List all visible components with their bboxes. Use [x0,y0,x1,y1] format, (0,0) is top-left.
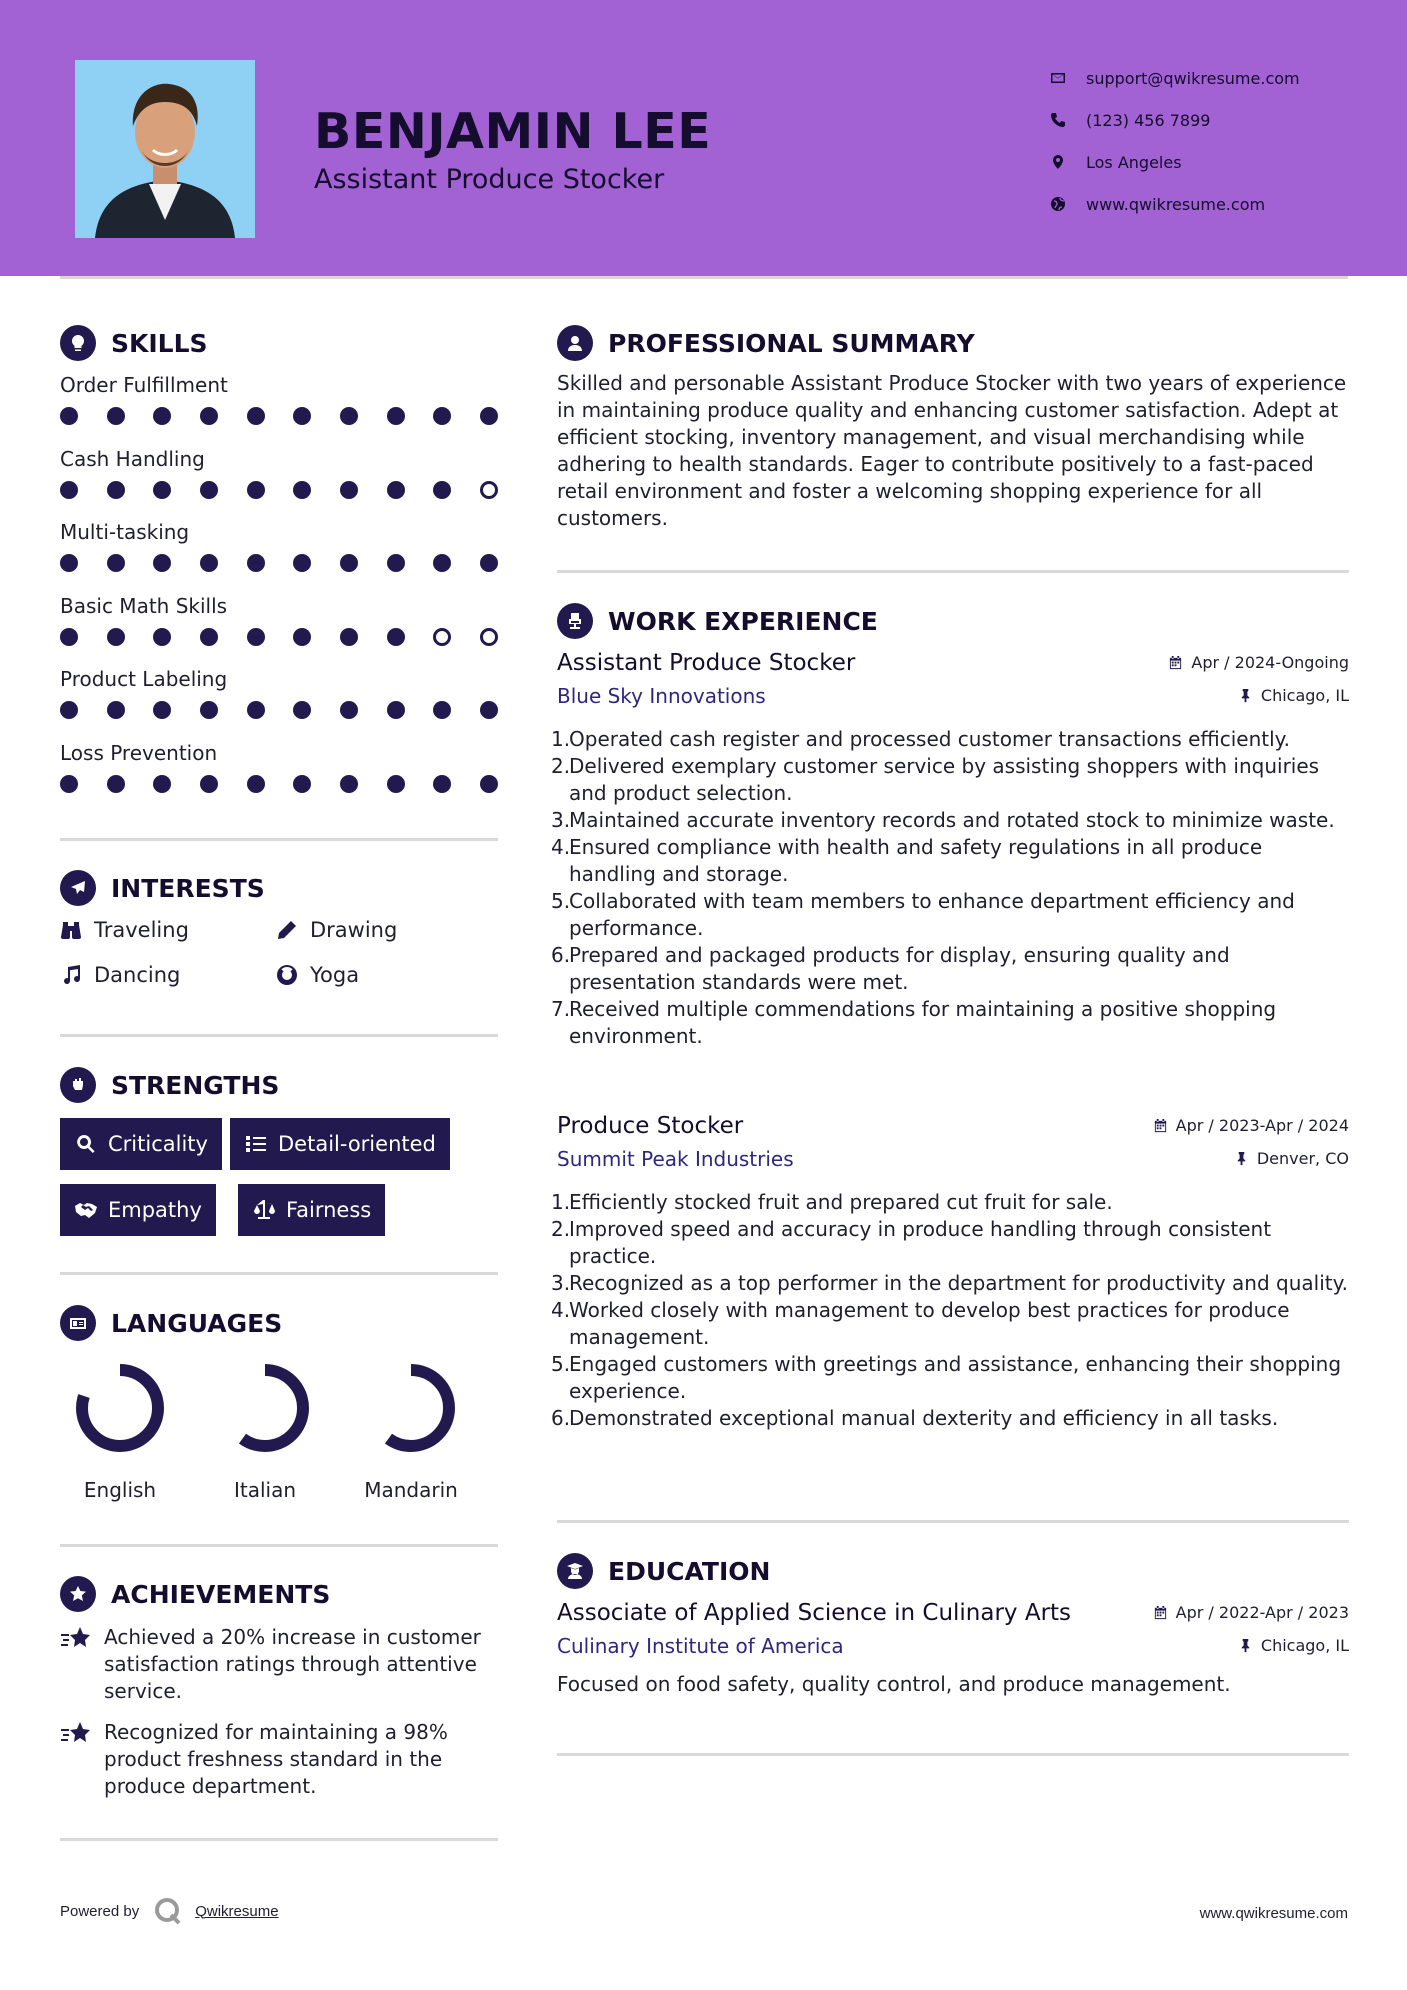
section-divider [60,838,498,841]
bullet-text: Prepared and packaged products for display, ensuring quality and presentation standards were met. [569,943,1230,994]
bullet-number: 6. [551,1406,571,1430]
skill-name: Basic Math Skills [60,593,228,618]
calendar-icon [1153,1118,1168,1133]
rating-dot-filled [107,628,125,646]
bullet-number: 5. [551,1352,571,1376]
job-bullet [551,1270,1349,1297]
footer-website[interactable]: www.qwikresume.com [1199,1905,1348,1922]
rating-dot-filled [60,628,78,646]
bullet-number: 4. [551,1298,571,1322]
job-role: Assistant Produce Stocker [557,650,856,676]
bullet-number: 1. [551,727,571,751]
language-level-ring [70,1358,170,1458]
education-degree: Associate of Applied Science in Culinary Arts [557,1600,1072,1626]
bullet-text: Improved speed and accuracy in produce handling through consistent practice. [569,1217,1272,1268]
bullet-number: 3. [551,1271,571,1295]
rating-dot-filled [340,481,358,499]
job-bullet [551,753,1349,807]
handshake-icon [74,1199,98,1221]
header-divider [60,276,1348,279]
bullet-number: 3. [551,808,571,832]
interest-item-dancing: Dancing [60,963,180,987]
education-description: Focused on food safety, quality control, and produce management. [557,1672,1231,1696]
bullet-text: Delivered exemplary customer service by assisting shoppers with inquiries and product selection. [569,754,1320,805]
rating-dot-filled [60,481,78,499]
qwikresume-logo-icon [153,1896,183,1926]
rating-dot-filled [107,407,125,425]
rating-dot-filled [200,701,218,719]
job-location: Chicago, IL [1238,686,1349,705]
contact-phone[interactable] [1050,99,1300,141]
contact-website-text: www.qwikresume.com [1086,194,1266,214]
strengths-heading: STRENGTHS [60,1067,279,1103]
rating-dot-filled [247,407,265,425]
rating-dot-filled [200,407,218,425]
skill-item [60,667,500,719]
achievements-heading: ACHIEVEMENTS [60,1576,330,1612]
job-bullet [551,1189,1349,1216]
job-bullets [551,726,1349,1050]
section-divider [60,1034,498,1037]
job-bullets [551,1189,1349,1432]
rating-dot-filled [387,407,405,425]
rating-dot-filled [293,481,311,499]
footer-brand-link[interactable]: Qwikresume [195,1902,279,1920]
binoculars-icon [60,919,82,941]
education-location: Chicago, IL [1238,1636,1349,1655]
language-name: English [83,1478,157,1502]
rating-dot-filled [433,554,451,572]
summary-heading: PROFESSIONAL SUMMARY [557,325,975,361]
rating-dot-filled [200,481,218,499]
strength-badge-empathy: Empathy [60,1184,216,1236]
job-entry [551,1113,1349,1432]
education-dates: Apr / 2022-Apr / 2023 [1153,1603,1349,1622]
rating-dot-filled [340,775,358,793]
rating-dot-filled [340,554,358,572]
contact-location-text: Los Angeles [1086,152,1182,172]
shooting-star-icon [60,1624,94,1654]
section-divider [557,1753,1349,1756]
lightbulb-icon [60,325,96,361]
rating-dot-filled [247,775,265,793]
skill-name: Cash Handling [60,446,205,471]
rating-dot-filled [247,481,265,499]
interest-item-yoga: Yoga [276,963,359,987]
rating-dot-filled [387,701,405,719]
contact-email-text: support@qwikresume.com [1086,68,1300,88]
skill-name: Multi-tasking [60,520,190,544]
bullet-number: 1. [551,1190,571,1214]
rating-dot-filled [433,481,451,499]
language-name: Mandarin [364,1478,458,1502]
calendar-icon [1153,1605,1168,1620]
bullet-number: 7. [551,997,571,1021]
rating-dot-filled [107,554,125,572]
user-icon [557,325,593,361]
job-bullet [551,807,1349,834]
rating-dot-filled [107,481,125,499]
envelope-icon [1050,70,1086,86]
skill-item [60,741,500,793]
skill-name: Product Labeling [60,667,228,691]
pencil-icon [276,919,298,941]
achievement-item: Achieved a 20% increase in customer satisfaction ratings through attentive service. [60,1624,500,1705]
rating-dot-filled [200,628,218,646]
job-bullet [551,996,1349,1050]
language-item [55,1358,185,1502]
strength-badge-criticality: Criticality [60,1118,222,1170]
language-level-arc [227,1370,303,1446]
rating-dot-filled [153,554,171,572]
bullet-text: Received multiple commendations for maintaining a positive shopping environment. [569,997,1277,1048]
rating-dot-empty [480,481,498,499]
job-company: Summit Peak Industries [557,1147,794,1171]
rating-dot-filled [153,481,171,499]
rating-dot-filled [293,775,311,793]
interest-item-traveling: Traveling [60,918,189,942]
pushpin-icon [1238,688,1253,703]
skill-item [60,520,500,572]
footer-powered-by: Powered by Qwikresume [60,1896,279,1926]
section-divider [60,1838,498,1841]
job-dates: Apr / 2023-Apr / 2024 [1153,1116,1349,1135]
rating-dot-empty [433,628,451,646]
bullet-text: Efficiently stocked fruit and prepared cut fruit for sale. [569,1190,1113,1214]
job-location: Denver, CO [1234,1149,1349,1168]
bullet-number: 6. [551,943,571,967]
search-icon [74,1133,98,1155]
section-divider [60,1544,498,1547]
rating-dot-filled [60,775,78,793]
paper-plane-icon [60,870,96,906]
rating-dot-filled [387,628,405,646]
bullet-number: 2. [551,754,571,778]
strength-badge-fairness: Fairness [238,1184,385,1236]
fist-icon [60,1067,96,1103]
job-bullet [551,1351,1349,1405]
education-entry [557,1600,1349,1696]
rating-dot-filled [153,628,171,646]
job-bullet [551,1216,1349,1270]
list-icon [244,1133,268,1155]
rating-dot-filled [293,554,311,572]
rating-dot-filled [480,775,498,793]
rating-dot-filled [340,407,358,425]
lifebuoy-icon [276,964,298,986]
resume-header [0,0,1407,276]
rating-dot-filled [200,554,218,572]
skill-rating [60,554,498,572]
job-entry [551,650,1349,1050]
rating-dot-filled [387,775,405,793]
music-icon [60,964,82,986]
bullet-text: Recognized as a top performer in the department for productivity and quality. [569,1271,1348,1295]
section-divider [557,570,1349,573]
language-level-ring [215,1358,315,1458]
skill-item [60,447,500,499]
rating-dot-filled [247,701,265,719]
summary-text: Skilled and personable Assistant Produce Stocker with two years of experience in maintaining produce quality and enhancing customer satisfaction. Adept at efficient stocking, inventory management, and visual merchandising while adhering to health standards. Eager to contribute positively to a fast-paced retail environment and foster a welcoming shopping experience for all customers. [557,371,1347,530]
rating-dot-filled [60,701,78,719]
phone-icon [1050,112,1086,128]
section-divider [557,1520,1349,1523]
rating-dot-filled [340,701,358,719]
pushpin-icon [1234,1151,1249,1166]
candidate-title: Assistant Produce Stocker [314,164,665,195]
bullet-number: 2. [551,1217,571,1241]
contact-phone-text: (123) 456 7899 [1086,110,1211,130]
bullet-text: Ensured compliance with health and safety regulations in all produce handling and storage. [569,835,1263,886]
calendar-icon [1168,655,1183,670]
experience-heading: WORK EXPERIENCE [557,603,878,639]
rating-dot-filled [153,775,171,793]
rating-dot-filled [293,628,311,646]
rating-dot-filled [387,481,405,499]
skill-name: Loss Prevention [60,740,218,765]
job-bullet [551,888,1349,942]
map-pin-icon [1050,154,1086,170]
star-badge-icon [60,1576,96,1612]
bullet-number: 4. [551,835,571,859]
rating-dot-filled [433,775,451,793]
pushpin-icon [1238,1638,1253,1653]
interests-heading: INTERESTS [60,870,265,906]
bullet-text: Engaged customers with greetings and assistance, enhancing their shopping experience. [569,1352,1342,1403]
language-level-ring [361,1358,461,1458]
rating-dot-empty [480,628,498,646]
rating-dot-filled [433,701,451,719]
rating-dot-filled [480,701,498,719]
job-bullet [551,726,1349,753]
skill-rating [60,481,498,499]
language-name: Italian [233,1478,297,1502]
rating-dot-filled [293,407,311,425]
job-company: Blue Sky Innovations [557,684,766,708]
job-bullet [551,1405,1349,1432]
bullet-text: Worked closely with management to develop best practices for produce management. [569,1298,1290,1349]
globe-icon [1050,196,1086,212]
rating-dot-filled [433,407,451,425]
rating-dot-filled [247,628,265,646]
job-bullet [551,834,1349,888]
profile-photo [75,60,255,238]
rating-dot-filled [387,554,405,572]
rating-dot-filled [107,775,125,793]
strength-badge-detail-oriented: Detail-oriented [230,1118,450,1170]
interest-item-drawing: Drawing [276,918,397,942]
rating-dot-filled [480,554,498,572]
job-bullet [551,942,1349,996]
rating-dot-filled [60,554,78,572]
skill-rating [60,775,498,793]
bullet-text: Demonstrated exceptional manual dexterity and efficiency in all tasks. [569,1406,1279,1430]
achievement-item: Recognized for maintaining a 98% product freshness standard in the produce department. [60,1719,500,1800]
contact-website[interactable] [1050,183,1300,225]
contact-email[interactable] [1050,57,1300,99]
contact-block [1050,57,1300,225]
job-bullet [551,1297,1349,1351]
skill-item [60,594,500,646]
skill-rating [60,701,498,719]
section-divider [60,1272,498,1275]
rating-dot-filled [293,701,311,719]
education-heading: EDUCATION [557,1553,770,1589]
rating-dot-filled [153,407,171,425]
skill-rating [60,407,498,425]
languages-heading: LANGUAGES [60,1305,282,1341]
skill-rating [60,628,498,646]
rating-dot-filled [340,628,358,646]
scale-icon [252,1199,276,1221]
contact-location [1050,141,1300,183]
skill-item [60,373,500,425]
rating-dot-filled [480,407,498,425]
graduate-icon [557,1553,593,1589]
language-item [346,1358,476,1502]
id-card-icon [60,1305,96,1341]
office-chair-icon [557,603,593,639]
candidate-name: BENJAMIN LEE [314,103,712,160]
rating-dot-filled [153,701,171,719]
bullet-number: 5. [551,889,571,913]
skills-heading: SKILLS [60,325,208,361]
skill-name: Order Fulfillment [60,373,228,397]
bullet-text: Collaborated with team members to enhance department efficiency and performance. [569,889,1295,940]
rating-dot-filled [60,407,78,425]
bullet-text: Operated cash register and processed customer transactions efficiently. [569,727,1291,751]
language-level-arc [373,1370,449,1446]
job-role: Produce Stocker [557,1113,744,1139]
rating-dot-filled [107,701,125,719]
education-school: Culinary Institute of America [557,1634,844,1658]
shooting-star-icon [60,1719,94,1749]
language-level-arc [82,1370,158,1446]
bullet-text: Maintained accurate inventory records and rotated stock to minimize waste. [569,808,1335,832]
job-dates: Apr / 2024-Ongoing [1168,653,1349,672]
rating-dot-filled [247,554,265,572]
language-item [200,1358,330,1502]
rating-dot-filled [200,775,218,793]
